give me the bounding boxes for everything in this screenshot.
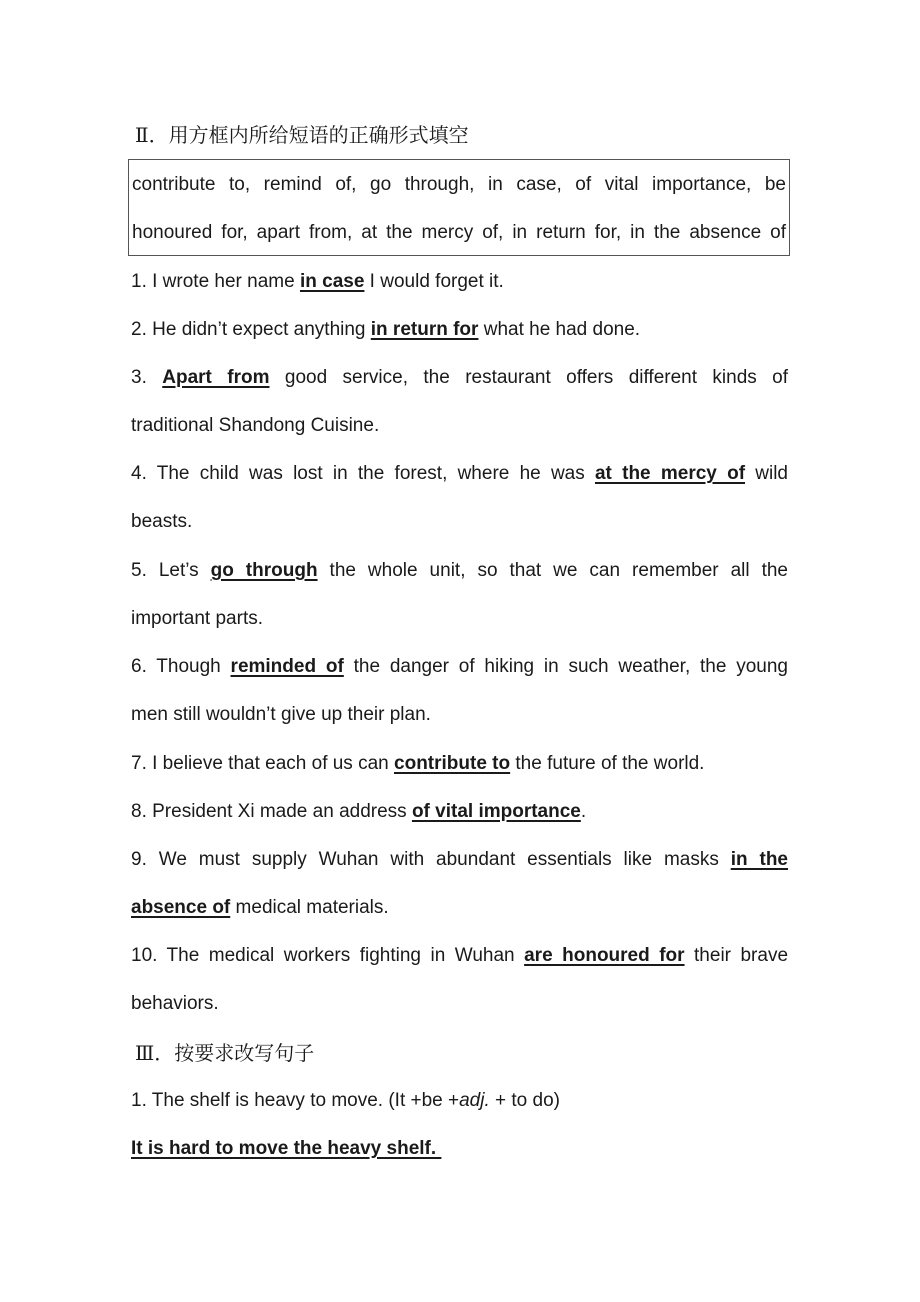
item-9-answer: in the — [730, 849, 789, 870]
item-5-answer: go through — [210, 560, 318, 581]
phrase-box-line-2: honoured for, apart from, at the mercy of, in return for, in the absence of — [132, 222, 786, 243]
item-8-text: 8. President Xi made an address — [131, 801, 412, 822]
phrase-box-line-1: contribute to, remind of, go through, in case, of vital importance, be — [132, 174, 786, 195]
item-9-text: 9. We must supply Wuhan with abundant essentials like masks — [131, 849, 731, 870]
item-2-answer: in return for — [370, 319, 479, 340]
item-4-continued: beasts. — [131, 511, 193, 532]
item-1-text: 1. I wrote her name — [131, 271, 300, 292]
item-6-continued: men still wouldn’t give up their plan. — [131, 704, 431, 725]
item-6-text-end: the danger of hiking in such weather, the young — [343, 656, 788, 677]
item-10-text: 10. The medical workers fighting in Wuhan — [131, 945, 525, 966]
phrase-box — [128, 159, 790, 256]
item-9-answer-continued: absence of — [131, 897, 231, 918]
item-4-text: 4. The child was lost in the forest, where he was — [131, 463, 595, 484]
section-2-heading: Ⅱ．用方框内所给短语的正确形式填空 — [135, 123, 469, 147]
rewrite-question-1-text-end: + to do) — [489, 1090, 560, 1111]
item-4 — [131, 461, 788, 487]
item-8-text-end: . — [580, 801, 587, 822]
item-2 — [131, 317, 788, 343]
item-9-continued — [131, 895, 788, 921]
item-3 — [131, 365, 788, 391]
item-5 — [131, 558, 788, 584]
item-10-text-end: their brave — [684, 945, 789, 966]
item-9 — [131, 847, 788, 873]
item-5-text: 5. Let’s — [131, 560, 211, 581]
item-4-answer: at the mercy of — [594, 463, 746, 484]
item-10 — [131, 943, 788, 969]
rewrite-question-1 — [131, 1088, 788, 1114]
item-10-answer: are honoured for — [524, 945, 685, 966]
rewrite-question-1-text: 1. The shelf is heavy to move. (It +be + — [131, 1090, 460, 1111]
item-6-answer: reminded of — [230, 656, 344, 677]
item-1 — [131, 269, 788, 295]
item-8-answer: of vital importance — [411, 801, 581, 822]
item-3-text-end: good service, the restaurant offers different kinds of — [269, 367, 788, 388]
item-5-continued: important parts. — [131, 608, 263, 629]
rewrite-question-1-adj: adj. — [459, 1090, 490, 1111]
item-7 — [131, 751, 788, 777]
item-6-text: 6. Though — [131, 656, 231, 677]
item-10-continued: behaviors. — [131, 993, 219, 1014]
item-3-text: 3. — [131, 367, 163, 388]
item-2-text-end: what he had done. — [478, 319, 641, 340]
item-1-text-end: I would forget it. — [364, 271, 504, 292]
rewrite-answer-1-text: It is hard to move the heavy shelf. — [131, 1138, 442, 1159]
item-3-answer: Apart from — [162, 367, 270, 388]
item-6 — [131, 654, 788, 680]
item-3-continued: traditional Shandong Cuisine. — [131, 415, 380, 436]
item-4-text-end: wild — [745, 463, 789, 484]
section-3-heading: Ⅲ．按要求改写句子 — [135, 1041, 315, 1065]
item-7-text-end: the future of the world. — [510, 753, 705, 774]
item-1-answer: in case — [299, 271, 365, 292]
item-7-text: 7. I believe that each of us can — [131, 753, 395, 774]
item-7-answer: contribute to — [394, 753, 511, 774]
item-8 — [131, 799, 788, 825]
item-9-text-end: medical materials. — [230, 897, 389, 918]
item-2-text: 2. He didn’t expect anything — [131, 319, 371, 340]
rewrite-answer-1 — [131, 1136, 788, 1162]
item-5-text-end: the whole unit, so that we can remember all the — [317, 560, 789, 581]
